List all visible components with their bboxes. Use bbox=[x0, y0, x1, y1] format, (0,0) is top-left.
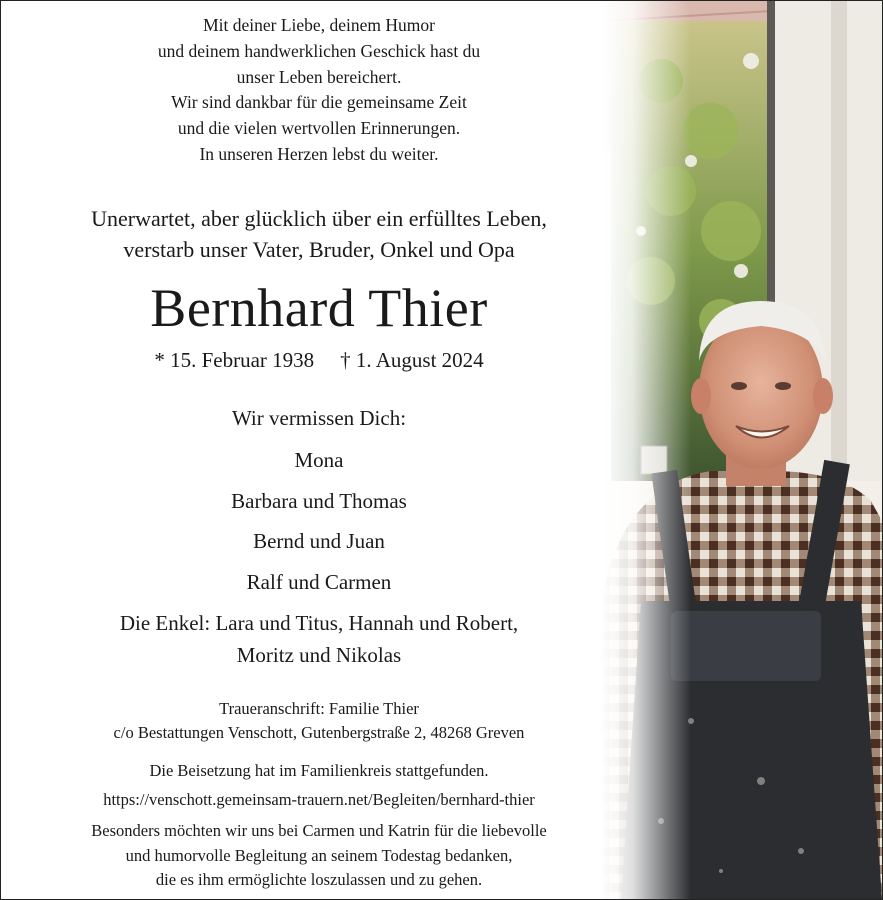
thanks-note bbox=[1, 819, 637, 893]
mourner-entry: Mona bbox=[294, 448, 344, 472]
verse-line: Wir sind dankbar für die gemeinsame Zeit bbox=[171, 92, 467, 113]
verse-line: und die vielen wertvollen Erinnerungen. bbox=[177, 118, 461, 139]
address-line: Traueranschrift: Familie Thier bbox=[219, 699, 419, 718]
grandchildren-entry bbox=[1, 607, 637, 671]
memorial-verse bbox=[1, 13, 637, 168]
thanks-line: Besonders möchten wir uns bei Carmen und Katrin für die liebevolle bbox=[91, 821, 547, 840]
portrait-photo bbox=[601, 1, 882, 899]
verse-line: und deinem handwerklichen Geschick hast du bbox=[157, 40, 481, 61]
verse-line: In unseren Herzen lebst du weiter. bbox=[199, 143, 439, 164]
life-dates bbox=[1, 345, 637, 375]
announcement-line: verstarb unser Vater, Bruder, Onkel und Opa bbox=[123, 237, 515, 262]
address-line: c/o Bestattungen Venschott, Gutenbergstraße 2, 48268 Greven bbox=[113, 723, 525, 742]
thanks-line: und humorvolle Begleitung an seinem Todestag bedanken, bbox=[125, 845, 513, 865]
thanks-line: die es ihm ermöglichte loszulassen und zu gehen. bbox=[155, 870, 483, 889]
deceased-name: Bernhard Thier bbox=[150, 278, 488, 338]
grandchildren-line: Moritz und Nikolas bbox=[236, 643, 402, 667]
mourner-entry: Bernd und Juan bbox=[253, 529, 385, 553]
verse-line: Mit deiner Liebe, deinem Humor bbox=[203, 15, 435, 35]
mourners-list bbox=[1, 445, 637, 671]
death-announcement bbox=[1, 203, 637, 265]
grandchildren-line: Die Enkel: Lara und Titus, Hannah und Robert, bbox=[119, 611, 519, 635]
burial-note: Die Beisetzung hat im Familienkreis stattgefunden. bbox=[149, 761, 489, 780]
mourner-entry: Barbara und Thomas bbox=[231, 488, 407, 513]
memorial-link[interactable]: https://venschott.gemeinsam-trauern.net/Begleiten/bernhard-thier bbox=[103, 790, 535, 809]
mourner-entry: Ralf und Carmen bbox=[246, 569, 392, 594]
mourners-heading: Wir vermissen Dich: bbox=[231, 406, 407, 430]
birth-date: * 15. Februar 1938 bbox=[154, 348, 315, 372]
mourning-address bbox=[1, 697, 637, 745]
verse-line: unser Leben bereichert. bbox=[236, 66, 402, 87]
announcement-line: Unerwartet, aber glücklich über ein erfülltes Leben, bbox=[91, 206, 547, 231]
death-date: † 1. August 2024 bbox=[340, 348, 484, 372]
